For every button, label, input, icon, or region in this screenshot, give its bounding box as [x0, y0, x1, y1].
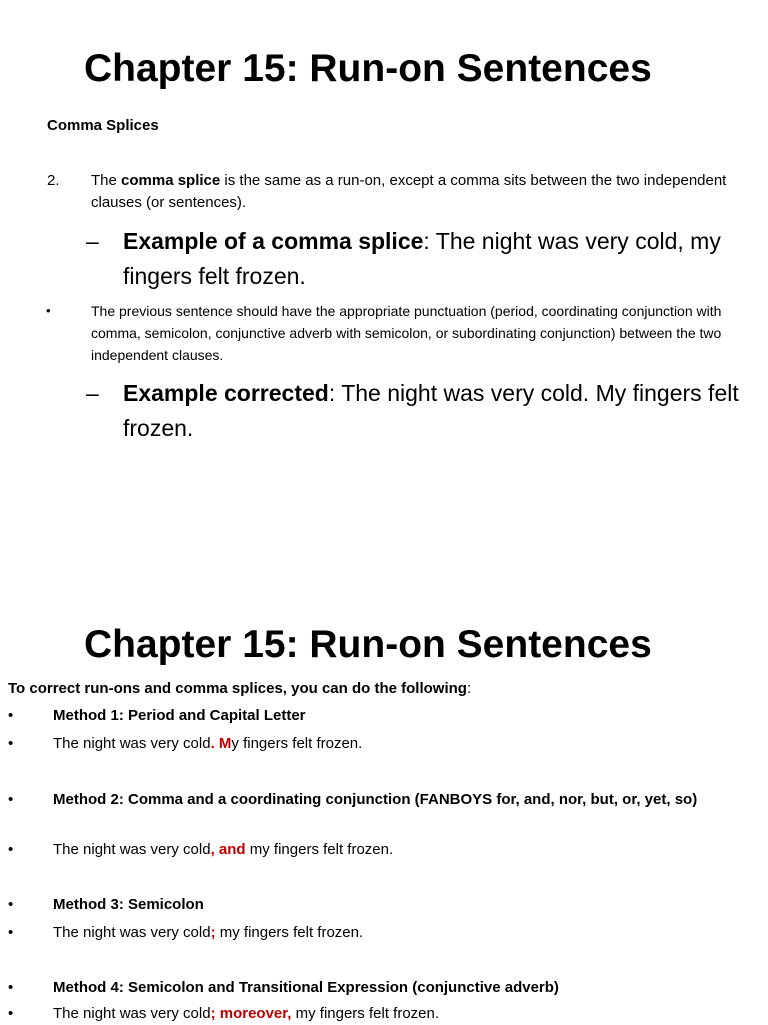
- method-1-example: [53, 733, 753, 755]
- bullet-marker: •: [8, 924, 14, 941]
- slide-title: Chapter 15: Run-on Sentences: [84, 47, 652, 90]
- method-4-example: [53, 1003, 753, 1025]
- highlighted-fix: ;: [210, 924, 216, 941]
- method-2-example: [53, 839, 753, 861]
- example-text: my fingers felt frozen.: [291, 1005, 440, 1022]
- bullet-marker: •: [8, 1005, 14, 1022]
- example-text: my fingers felt frozen.: [215, 924, 364, 941]
- example-text: The night was very cold: [53, 1005, 211, 1022]
- method-heading-text: Method 3: Semicolon: [53, 896, 204, 913]
- method-2-heading: [53, 789, 753, 811]
- highlighted-fix: moreover,: [215, 1005, 292, 1022]
- method-3-heading: [53, 894, 753, 916]
- bullet-marker: •: [8, 791, 14, 808]
- comma-splice-example: [123, 224, 743, 294]
- slide-2: [0, 560, 768, 1024]
- list-number: 2.: [47, 172, 60, 189]
- comma-splice-definition: [91, 170, 731, 214]
- example-label: Example corrected: [123, 380, 329, 406]
- example-label: Example of a comma splice: [123, 228, 424, 254]
- definition-term: comma splice: [121, 172, 221, 189]
- dash-marker: –: [86, 228, 99, 254]
- bullet-marker: •: [8, 735, 14, 752]
- example-text: : The night was very cold. My fingers felt frozen.: [123, 380, 739, 441]
- example-text: The night was very cold: [53, 735, 211, 752]
- method-heading-text: Method 2: Comma and a coordinating conjunction (FANBOYS for, and, nor, but, or, yet, so): [53, 791, 698, 808]
- intro-colon: :: [466, 680, 472, 697]
- highlighted-fix: , and: [210, 841, 246, 858]
- example-text: y fingers felt frozen.: [231, 735, 363, 752]
- definition-text: The: [91, 172, 122, 189]
- punctuation-note: The previous sentence should have the appropriate punctuation (period, coordinating conjunction with comma, semicolon, conjunctive adverb with semicolon, or subordinating conjunction) between the two independent clauses.: [91, 303, 722, 363]
- dash-marker: –: [86, 380, 99, 406]
- method-4-heading: [53, 977, 753, 999]
- highlighted-fix: . M: [210, 735, 232, 752]
- bullet-marker: •: [8, 841, 14, 858]
- definition-text: is the same as a run-on, except a comma sits between the two independent clauses (or sentences).: [91, 172, 727, 211]
- slide-title: Chapter 15: Run-on Sentences: [84, 623, 652, 666]
- example-text: : The night was very cold, my fingers felt frozen.: [123, 228, 721, 289]
- bullet-marker: •: [46, 303, 51, 318]
- corrected-example: [123, 376, 743, 446]
- intro-text: To correct run-ons and comma splices, you can do the following: [8, 680, 467, 697]
- section-heading: Comma Splices: [47, 117, 159, 134]
- bullet-marker: •: [8, 707, 14, 724]
- method-3-example: [53, 922, 753, 944]
- example-text: The night was very cold: [53, 841, 211, 858]
- example-text: The night was very cold: [53, 924, 211, 941]
- highlighted-fix: ;: [210, 1005, 216, 1022]
- method-heading-text: Method 4: Semicolon and Transitional Expression (conjunctive adverb): [53, 979, 559, 996]
- bullet-marker: •: [8, 979, 14, 996]
- method-heading-text: Method 1: Period and Capital Letter: [53, 707, 306, 724]
- intro-line: [8, 678, 748, 700]
- method-1-heading: [53, 705, 753, 727]
- example-text: my fingers felt frozen.: [245, 841, 394, 858]
- bullet-marker: •: [8, 896, 14, 913]
